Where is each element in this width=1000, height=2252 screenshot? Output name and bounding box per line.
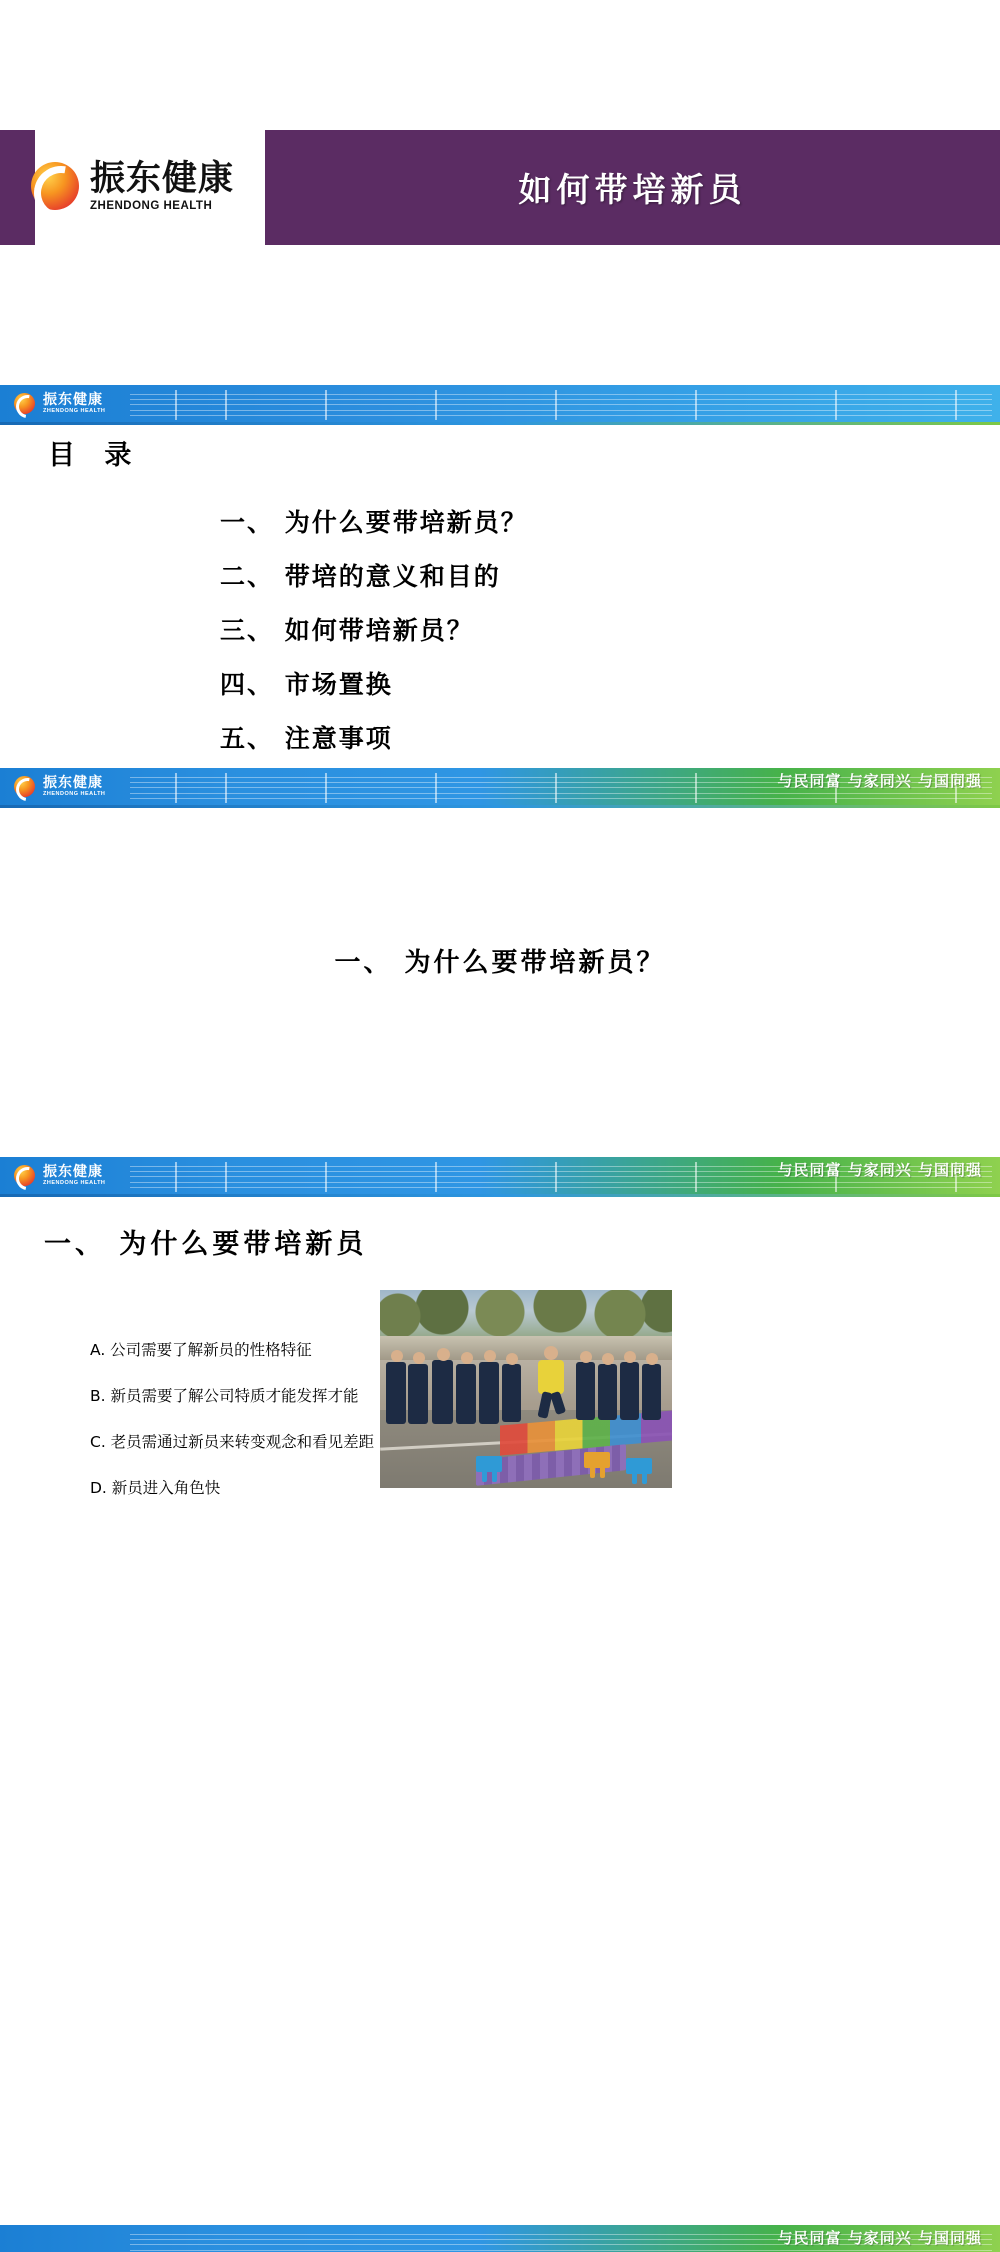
deck-title: 如何带培新员 <box>518 170 747 209</box>
slide-title-banner <box>0 130 1000 245</box>
brand-name-cn: 振东健康 <box>43 392 103 409</box>
reason-list <box>50 1338 420 1522</box>
title-band-left-edge <box>0 130 35 245</box>
zhendong-logo-icon <box>14 393 36 415</box>
catalog-heading: 目 录 <box>48 440 142 471</box>
catalog-item[interactable]: 一、 为什么要带培新员？ <box>220 508 528 537</box>
brand-name-en: ZHENDONG HEALTH <box>89 200 213 213</box>
banner-brand-logo <box>14 393 105 415</box>
brand-name-cn: 振东健康 <box>43 775 103 792</box>
list-item: A. 公司需要了解新员的性格特征 <box>90 1341 312 1359</box>
banner-brand-logo <box>14 776 105 798</box>
slide2-header-banner <box>0 385 1000 425</box>
brand-name-en: ZHENDONG HEALTH <box>43 408 106 415</box>
zhendong-logo-icon <box>31 162 83 214</box>
slide5-header-banner <box>0 2225 1000 2252</box>
catalog-item[interactable]: 四、 市场置换 <box>220 670 393 699</box>
zhendong-logo-icon <box>14 1165 36 1187</box>
brand-name-en: ZHENDONG HEALTH <box>43 1180 106 1187</box>
list-item: C. 老员需通过新员来转变观念和看见差距 <box>90 1433 375 1451</box>
brand-slogan: 与民同富 与家同兴 与国同强 <box>777 1161 982 1179</box>
catalog-list <box>180 503 820 773</box>
title-band <box>265 130 1000 245</box>
list-item: B. 新员需要了解公司特质才能发挥才能 <box>90 1387 359 1405</box>
catalog-item[interactable]: 五、 注意事项 <box>220 724 393 753</box>
banner-bottom-rule <box>0 1194 1000 1197</box>
brand-logo-container <box>0 130 265 245</box>
banner-bottom-rule <box>0 805 1000 808</box>
list-item: D. 新员进入角色快 <box>90 1479 221 1497</box>
slide3-header-banner <box>0 768 1000 808</box>
brand-name-en: ZHENDONG HEALTH <box>43 791 106 798</box>
section-title: 一、 为什么要带培新员？ <box>334 948 666 978</box>
brand-logo <box>31 159 234 214</box>
brand-name-cn: 振东健康 <box>43 1164 103 1181</box>
brand-name-cn: 振东健康 <box>89 159 234 200</box>
catalog-item[interactable]: 二、 带培的意义和目的 <box>220 562 501 591</box>
banner-bottom-rule <box>0 422 1000 425</box>
banner-block-pattern <box>135 390 990 420</box>
catalog-item[interactable]: 三、 如何带培新员？ <box>220 616 474 645</box>
slide4-header-banner <box>0 1157 1000 1197</box>
banner-brand-logo <box>14 1165 105 1187</box>
content-heading: 一、 为什么要带培新员 <box>44 1229 368 1260</box>
brand-slogan: 与民同富 与家同兴 与国同强 <box>777 772 982 790</box>
zhendong-logo-icon <box>14 776 36 798</box>
brand-slogan: 与民同富 与家同兴 与国同强 <box>777 2229 982 2247</box>
training-photo <box>380 1290 672 1488</box>
